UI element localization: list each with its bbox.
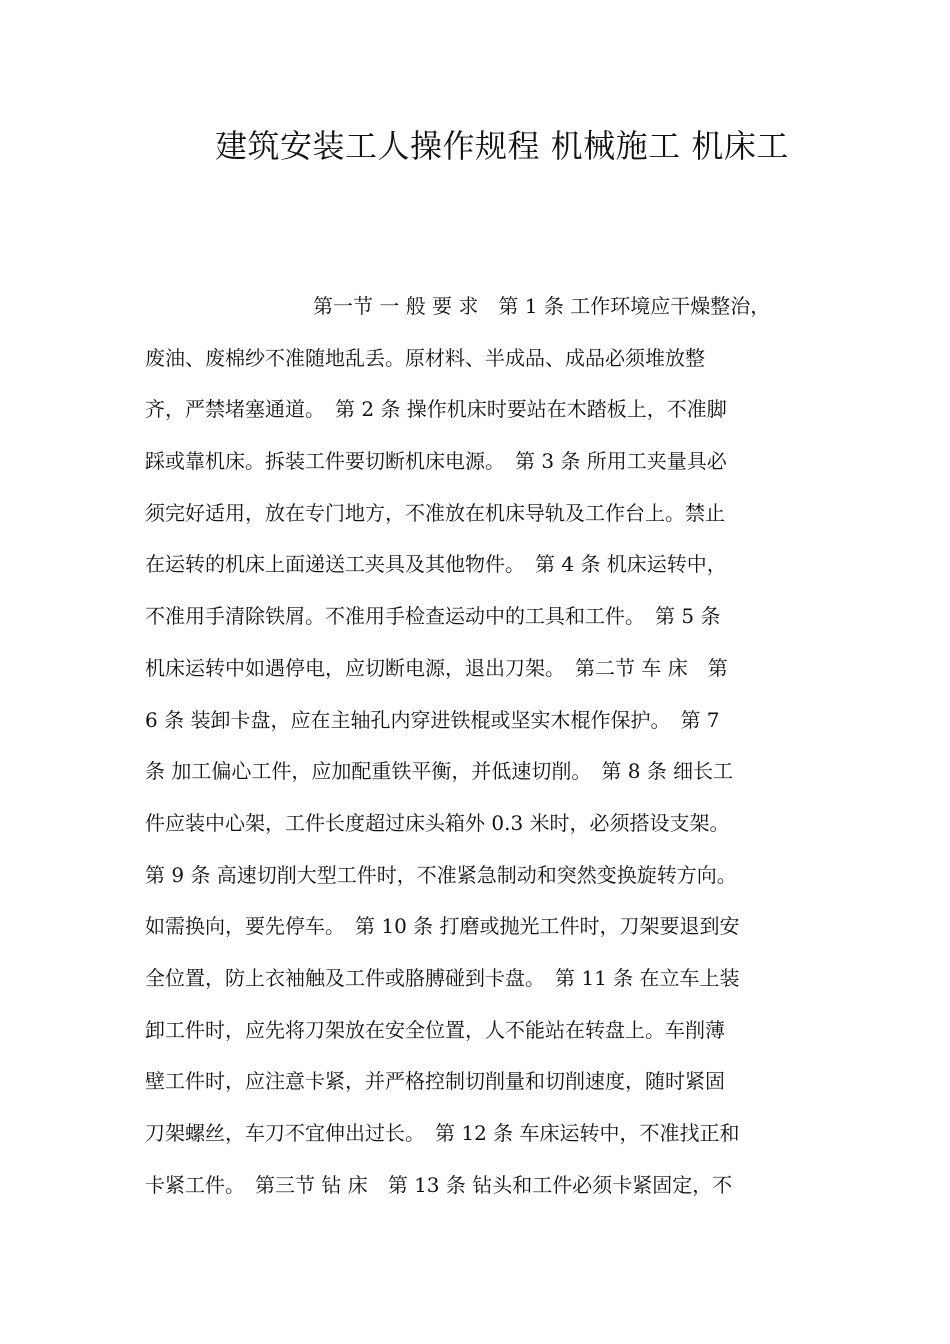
body-line: 齐，严禁堵塞通道。 第 2 条 操作机床时要站在木踏板上，不准脚 [145, 397, 727, 422]
body-line: 第 9 条 高速切削大型工件时，不准紧急制动和突然变换旋转方向。 [145, 862, 737, 887]
body-line: 6 条 装卸卡盘，应在主轴孔内穿进铁棍或坚实木棍作保护。 第 7 [145, 707, 720, 732]
body-line: 不准用手清除铁屑。不准用手检查运动中的工具和工件。 第 5 条 [145, 604, 721, 629]
body-line: 刀架螺丝，车刀不宜伸出过长。 第 12 条 车床运转中，不准找正和 [145, 1121, 740, 1145]
body-line: 须完好适用，放在专门地方，不准放在机床导轨及工作台上。禁止 [145, 500, 725, 525]
body-line: 卸工件时，应先将刀架放在安全位置，人不能站在转盘上。车削薄 [145, 1017, 725, 1042]
body-line: 卡紧工件。 第三节 钻 床 第 13 条 钻头和工件必须卡紧固定，不 [145, 1172, 733, 1197]
body-line: 壁工件时，应注意卡紧，并严格控制切削量和切削速度，随时紧固 [145, 1069, 725, 1094]
body-line: 踩或靠机床。拆装工件要切断机床电源。 第 3 条 所用工夹量具必 [145, 449, 727, 474]
body-line: 件应装中心架，工件长度超过床头箱外 0.3 米时，必须搭设支架。 [145, 810, 730, 835]
body-line: 废油、废棉纱不准随地乱丢。原材料、半成品、成品必须堆放整 [145, 345, 705, 370]
body-line: 在运转的机床上面递送工夹具及其他物件。 第 4 条 机床运转中， [145, 552, 727, 577]
body-line: 机床运转中如遇停电，应切断电源，退出刀架。 第二节 车 床 第 [145, 655, 728, 680]
body-line: 如需换向，要先停车。 第 10 条 打磨或抛光工件时，刀架要退到安 [145, 914, 740, 939]
document-title: 建筑安装工人操作规程 机械施工 机床工 [215, 127, 789, 165]
body-line: 第一节 一 般 要 求 第 1 条 工作环境应干燥整治， [313, 294, 771, 318]
document-body [145, 281, 815, 1211]
body-line: 条 加工偏心工件，应加配重铁平衡，并低速切削。 第 8 条 细长工 [145, 759, 734, 784]
body-line: 全位置，防上衣袖触及工件或胳膊碰到卡盘。 第 11 条 在立车上装 [145, 965, 740, 990]
